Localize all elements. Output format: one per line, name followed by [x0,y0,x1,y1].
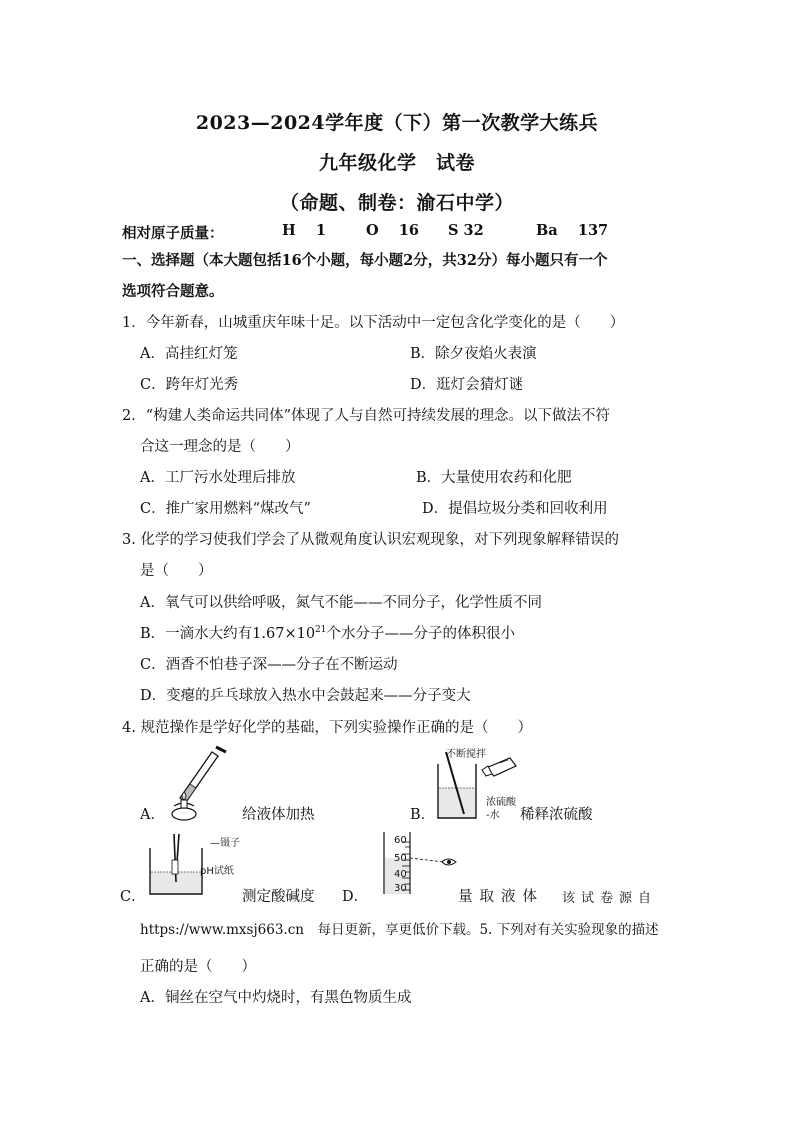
q2-option-b: B．大量使用农药和化肥 [416,470,572,486]
q3-option-c: C．酒香不怕巷子深——分子在不断运动 [140,657,398,673]
q3-option-d: D．变瘪的乒乓球放入热水中会鼓起来——分子变大 [140,688,471,704]
atomic-mass-ba: Ba 137 [536,222,609,239]
q4-b-label-acid: 浓硫酸 [486,797,516,808]
q4-option-b-letter: B． [410,807,436,823]
exam-title: 2023—2024学年度（下）第一次教学大练兵 [195,112,599,134]
q4-option-d-text: 量取液体 [458,889,544,905]
ph-test-figure [146,832,208,898]
cylinder-tick-50: 50 [394,853,407,864]
q3-stem-cont: 是（ ） [140,563,213,579]
section-heading: 一、选择题（本大题包括16个小题，每小题2分，共32分）每小题只有一个 [122,252,608,269]
q4-option-a-letter: A． [140,807,165,823]
q5-option-a: A．铜丝在空气中灼烧时，有黑色物质生成 [140,990,412,1006]
q4-option-d-letter: D． [342,889,369,905]
q4-option-c-text: 测定酸碱度 [242,889,315,905]
q1-option-b: B．除夕夜焰火表演 [410,346,537,362]
q4-b-label-stir: 不断搅拌 [446,749,486,760]
atomic-mass-s: S 32 [448,222,484,239]
q5-stem-cont: 正确的是（ ） [140,959,256,975]
cylinder-tick-40: 40 [394,869,407,880]
section-heading-cont: 选项符合题意。 [122,283,224,300]
q4-b-label-water: -水 [486,810,500,821]
q2-option-d: D．提倡垃圾分类和回收利用 [422,501,608,517]
q1-stem: 1．今年新春，山城重庆年味十足。以下活动中一定包含化学变化的是（ ） [122,315,625,331]
q1-option-d: D．逛灯会猜灯谜 [410,377,524,393]
atomic-mass-label: 相对原子质量： [122,225,224,242]
q3-option-b: B．一滴水大约有$1.67\times 10^{21}$个水分子——分子的体积很小 [140,625,515,642]
q3-stem: 3. 化学的学习使我们学会了从微观角度认识宏观现象，对下列现象解释错误的 [122,532,619,548]
q4-stem: 4. 规范操作是学好化学的基础，下列实验操作正确的是（ ） [122,720,532,736]
cylinder-tick-30: 30 [394,883,407,894]
q4-c-label-tweezers: —镊子 [210,838,240,849]
graduated-cylinder-figure [380,830,460,896]
exam-author: （命题、制卷：渝石中学） [279,192,514,214]
cylinder-tick-60: 60 [394,835,407,846]
q4-option-c-letter: C． [120,889,146,905]
q2-stem: 2．“构建人类命运共同体”体现了人与自然可持续发展的理念。以下做法不符 [122,408,611,424]
q1-option-a: A．高挂红灯笼 [140,346,238,362]
atomic-mass-o: O 16 [366,222,420,239]
q4-c-label-ph: pH试纸 [200,866,234,877]
q4-option-b-text: 稀释浓硫酸 [520,807,593,823]
source-note-tail: 该试卷源自 [562,891,658,906]
q2-stem-cont: 合这一理念的是（ ） [140,439,300,455]
q4-option-a-text: 给液体加热 [242,807,315,823]
q1-option-c: C．跨年灯光秀 [140,377,239,393]
exam-subtitle: 九年级化学 试卷 [318,152,475,174]
heating-liquid-figure [160,742,240,822]
q3-option-a: A．氧气可以供给呼吸，氮气不能——不同分子，化学性质不同 [140,595,542,611]
q2-option-c: C．推广家用燃料“煤改气” [140,501,311,517]
q2-option-a: A．工厂污水处理后排放 [140,470,296,486]
atomic-mass-h: H 1 [282,222,326,239]
source-line: https://www.mxsj663.cn 每日更新，享更低价下载。5. 下列对有关实验现象的描述 [140,922,659,938]
